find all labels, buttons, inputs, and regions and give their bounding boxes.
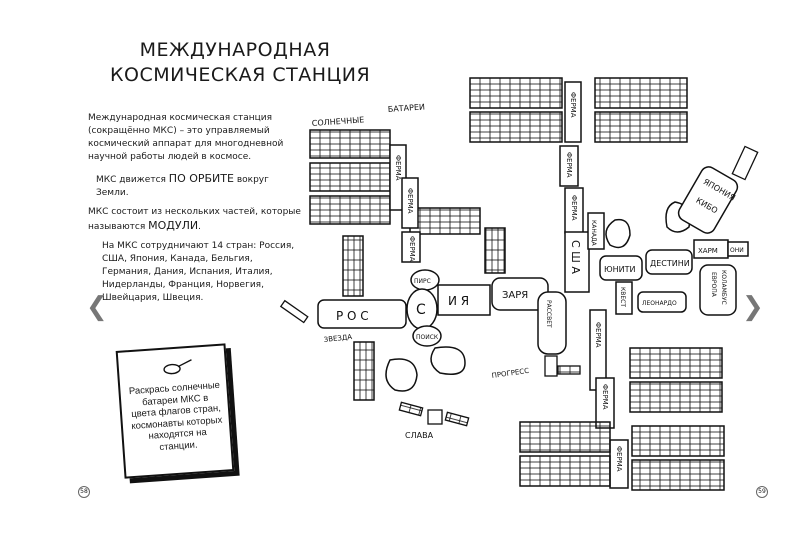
label-ros: Р О С: [336, 309, 369, 323]
label-zarya: ЗАРЯ: [502, 290, 529, 301]
label-columbus: КОЛАМБУС: [720, 270, 727, 305]
label-usa: С Ш А: [569, 240, 582, 274]
page-number-left: 58: [78, 486, 90, 498]
label-truss-1: ФЕРМА: [394, 155, 402, 181]
label-kanada: КАНАДА: [590, 220, 597, 246]
next-page-button[interactable]: ❯: [742, 292, 764, 322]
orbit-text-after: вокруг Земли.: [96, 175, 269, 198]
orbit-text-before: МКС движется: [96, 175, 169, 185]
label-truss-2: ФЕРМА: [406, 188, 414, 214]
solar-panel-center: [485, 228, 505, 273]
title-line-1: МЕЖДУНАРОДНАЯ: [139, 39, 331, 61]
label-truss-4: ФЕРМА: [569, 92, 577, 118]
label-harm: ХАРМ: [698, 247, 718, 255]
label-oni: ОНИ: [730, 247, 744, 254]
kibo-arm: [732, 146, 757, 179]
label-truss-3: ФЕРМА: [408, 236, 416, 262]
solar-panel-left-2: [354, 342, 374, 400]
label-destiny: ДЕСТИНИ: [650, 259, 690, 268]
label-kibo: КИБО: [694, 195, 720, 216]
cargo-blob-2: [431, 347, 465, 374]
label-truss-6: ФЕРМА: [570, 195, 578, 221]
modules-text-before: МКС состоит из нескольких частей, которые называются: [88, 207, 301, 232]
orbit-text-caps: ПО ОРБИТЕ: [168, 172, 234, 185]
modules-text-after: .: [198, 222, 201, 232]
spacecraft-progress: [545, 356, 580, 376]
label-truss-5: ФЕРМА: [565, 152, 573, 178]
label-unity: ЮНИТИ: [604, 265, 636, 274]
label-s: С: [416, 302, 426, 318]
label-rassvet: РАССВЕТ: [545, 300, 552, 328]
label-slava: СЛАВА: [405, 431, 434, 440]
coloring-task-text: Раскрась солнечные батареи МКС в цвета флагов стран, космонавты которых находятся на станции.: [128, 379, 223, 453]
prev-page-button[interactable]: ❮: [86, 292, 108, 322]
module-columbus: [700, 265, 736, 315]
label-truss-8: ФЕРМА: [601, 384, 609, 410]
label-progress: ПРОГРЕСС: [491, 366, 530, 380]
pencil-icon: [162, 358, 193, 376]
label-pirs: ПИРС: [414, 278, 431, 285]
page-number-right: 59: [756, 486, 768, 498]
iss-illustration: [270, 60, 760, 500]
countries-paragraph: На МКС сотрудничают 14 стран: Россия, США, Япония, Канада, Бельгия, Германия, Дания, Испания, Италия, Нидерланды, Франция, Норвегия, Швейцария, Швеция.: [102, 241, 295, 303]
label-kvest: КВЕСТ: [619, 287, 626, 308]
orbit-paragraph: [96, 172, 296, 200]
modules-text-caps: МОДУЛИ: [148, 219, 199, 232]
label-truss-7: ФЕРМА: [594, 322, 602, 348]
label-solar: СОЛНЕЧНЫЕ: [311, 115, 365, 128]
label-zvezda: ЗВЕЗДА: [323, 333, 353, 344]
cargo-blob-1: [386, 359, 417, 391]
label-poisk: ПОИСК: [416, 334, 439, 341]
label-truss-9: ФЕРМА: [615, 446, 623, 472]
label-europe: ЕВРОПА: [710, 272, 717, 297]
solar-panel-left-1: [343, 236, 363, 296]
title-line-2: КОСМИЧЕСКАЯ СТАНЦИЯ: [110, 64, 371, 86]
intro-paragraph: Международная космическая станция (сокращённо МКС) – это управляемый космический аппарат для многодневной научной работы людей в космосе.: [88, 113, 284, 162]
satellite-slava: [399, 402, 468, 425]
zvezda-antenna: [281, 301, 308, 323]
coloring-task-card: [116, 343, 235, 478]
label-japan: ЯПОНИЯ: [701, 177, 737, 203]
label-leonardo: ЛЕОНАРДО: [642, 300, 677, 307]
label-ia: И Я: [448, 294, 470, 308]
cargo-blob-3: [606, 220, 630, 248]
label-batteries: БАТАРЕИ: [387, 102, 426, 114]
